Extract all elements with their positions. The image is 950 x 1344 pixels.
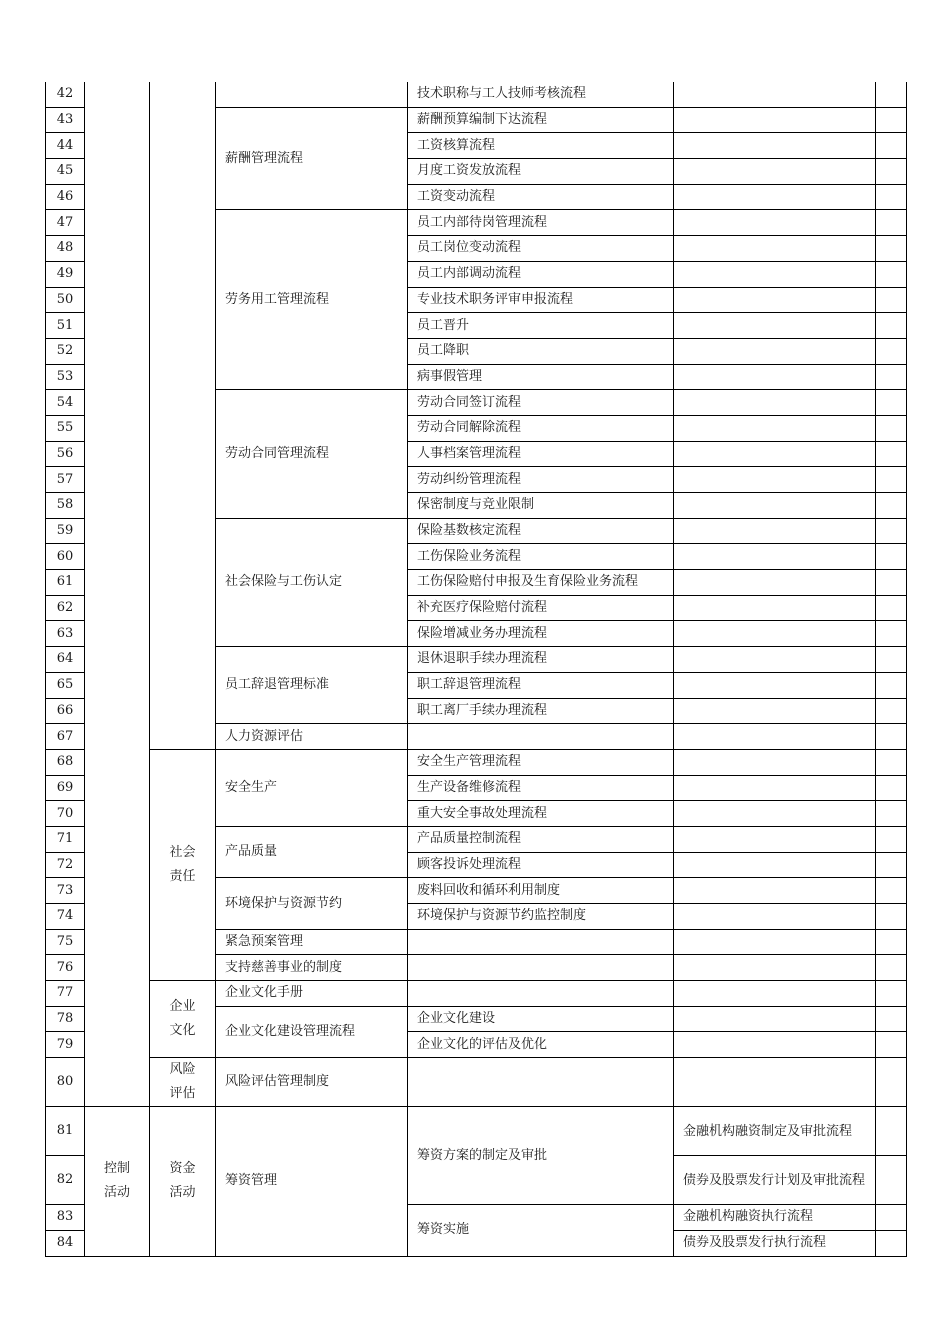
category-label-line: 活动 xyxy=(169,1185,196,1201)
row-number: 48 xyxy=(46,236,85,262)
row-number: 42 xyxy=(46,82,85,107)
row-number: 47 xyxy=(46,210,85,236)
process-name: 员工岗位变动流程 xyxy=(408,236,674,262)
category-level2-cell: 劳务用工管理流程 xyxy=(216,210,408,390)
row-number: 74 xyxy=(46,904,85,930)
extra-cell xyxy=(876,929,907,955)
row-number: 65 xyxy=(46,672,85,698)
process-name: 工伤保险赔付申报及生育保险业务流程 xyxy=(408,570,674,596)
process-name: 保险增减业务办理流程 xyxy=(408,621,674,647)
extra-cell xyxy=(876,801,907,827)
remark-cell xyxy=(674,981,876,1007)
row-number: 45 xyxy=(46,159,85,185)
category-level2-cell: 筹资管理 xyxy=(216,1107,408,1256)
process-name: 职工离厂手续办理流程 xyxy=(408,698,674,724)
extra-cell xyxy=(876,981,907,1007)
remark-cell xyxy=(674,364,876,390)
remark-cell xyxy=(674,1058,876,1107)
extra-cell xyxy=(876,441,907,467)
row-number: 66 xyxy=(46,698,85,724)
category-level2-cell: 安全生产 xyxy=(216,749,408,826)
extra-cell xyxy=(876,544,907,570)
extra-cell xyxy=(876,955,907,981)
extra-cell xyxy=(876,493,907,519)
category-level2-cell: 产品质量 xyxy=(216,826,408,877)
process-name: 薪酬预算编制下达流程 xyxy=(408,107,674,133)
remark-cell xyxy=(674,672,876,698)
extra-cell xyxy=(876,467,907,493)
category-level1-cell xyxy=(150,981,216,1058)
extra-cell xyxy=(876,878,907,904)
process-name: 废料回收和循环利用制度 xyxy=(408,878,674,904)
row-number: 81 xyxy=(46,1107,85,1156)
process-name: 企业文化的评估及优化 xyxy=(408,1032,674,1058)
remark-cell xyxy=(674,852,876,878)
category-level1-cell xyxy=(150,749,216,980)
extra-cell xyxy=(876,698,907,724)
process-name: 技术职称与工人技师考核流程 xyxy=(408,82,674,107)
row-number: 59 xyxy=(46,518,85,544)
remark-cell xyxy=(674,749,876,775)
process-name xyxy=(408,724,674,750)
table-row xyxy=(46,749,907,775)
category-label-line: 风险 xyxy=(169,1062,196,1078)
extra-cell xyxy=(876,261,907,287)
category-label-line: 控制 xyxy=(103,1161,130,1177)
category-level2-cell xyxy=(216,82,408,107)
process-name: 筹资实施 xyxy=(408,1205,674,1256)
process-name xyxy=(408,929,674,955)
extra-cell xyxy=(876,595,907,621)
category-level0-cell xyxy=(85,82,150,1107)
row-number: 43 xyxy=(46,107,85,133)
process-name: 专业技术职务评审申报流程 xyxy=(408,287,674,313)
process-name: 劳动纠纷管理流程 xyxy=(408,467,674,493)
category-level2-cell: 员工辞退管理标准 xyxy=(216,647,408,724)
process-name xyxy=(408,955,674,981)
extra-cell xyxy=(876,82,907,107)
remark-cell xyxy=(674,184,876,210)
process-name: 重大安全事故处理流程 xyxy=(408,801,674,827)
process-name: 工资核算流程 xyxy=(408,133,674,159)
remark-cell xyxy=(674,493,876,519)
category-level2-cell: 支持慈善事业的制度 xyxy=(216,955,408,981)
process-catalog-table xyxy=(45,82,907,1257)
row-number: 83 xyxy=(46,1205,85,1231)
extra-cell xyxy=(876,415,907,441)
category-level1-cell xyxy=(150,1058,216,1107)
process-name: 职工辞退管理流程 xyxy=(408,672,674,698)
row-number: 69 xyxy=(46,775,85,801)
extra-cell xyxy=(876,1107,907,1156)
extra-cell xyxy=(876,210,907,236)
extra-cell xyxy=(876,1006,907,1032)
process-name: 病事假管理 xyxy=(408,364,674,390)
extra-cell xyxy=(876,313,907,339)
extra-cell xyxy=(876,826,907,852)
remark-cell xyxy=(674,467,876,493)
extra-cell xyxy=(876,236,907,262)
remark-cell xyxy=(674,518,876,544)
remark-cell xyxy=(674,595,876,621)
row-number: 79 xyxy=(46,1032,85,1058)
extra-cell xyxy=(876,1205,907,1231)
category-level2-cell: 人力资源评估 xyxy=(216,724,408,750)
process-name xyxy=(408,981,674,1007)
extra-cell xyxy=(876,364,907,390)
extra-cell xyxy=(876,749,907,775)
row-number: 58 xyxy=(46,493,85,519)
process-name: 保险基数核定流程 xyxy=(408,518,674,544)
remark-cell xyxy=(674,415,876,441)
row-number: 53 xyxy=(46,364,85,390)
category-level2-cell: 环境保护与资源节约 xyxy=(216,878,408,929)
extra-cell xyxy=(876,159,907,185)
remark-cell xyxy=(674,878,876,904)
row-number: 46 xyxy=(46,184,85,210)
extra-cell xyxy=(876,775,907,801)
extra-cell xyxy=(876,287,907,313)
process-name xyxy=(408,1058,674,1107)
extra-cell xyxy=(876,852,907,878)
row-number: 52 xyxy=(46,338,85,364)
remark-cell xyxy=(674,1032,876,1058)
process-name: 顾客投诉处理流程 xyxy=(408,852,674,878)
extra-cell xyxy=(876,647,907,673)
category-label-line: 企业 xyxy=(169,999,196,1015)
process-name: 员工晋升 xyxy=(408,313,674,339)
process-name: 筹资方案的制定及审批 xyxy=(408,1107,674,1205)
row-number: 71 xyxy=(46,826,85,852)
remark-cell xyxy=(674,826,876,852)
table-row xyxy=(46,1107,907,1156)
remark-cell xyxy=(674,313,876,339)
remark-cell xyxy=(674,159,876,185)
remark-cell xyxy=(674,801,876,827)
category-level2-cell: 紧急预案管理 xyxy=(216,929,408,955)
extra-cell xyxy=(876,133,907,159)
row-number: 51 xyxy=(46,313,85,339)
row-number: 70 xyxy=(46,801,85,827)
remark-cell xyxy=(674,107,876,133)
row-number: 62 xyxy=(46,595,85,621)
extra-cell xyxy=(876,1032,907,1058)
category-level2-cell: 薪酬管理流程 xyxy=(216,107,408,210)
extra-cell xyxy=(876,1230,907,1256)
row-number: 84 xyxy=(46,1230,85,1256)
sub-process-name: 债券及股票发行执行流程 xyxy=(674,1230,876,1256)
process-name: 生产设备维修流程 xyxy=(408,775,674,801)
remark-cell xyxy=(674,698,876,724)
process-name: 工资变动流程 xyxy=(408,184,674,210)
row-number: 63 xyxy=(46,621,85,647)
remark-cell xyxy=(674,287,876,313)
category-level1-cell xyxy=(150,1107,216,1256)
row-number: 68 xyxy=(46,749,85,775)
process-name: 保密制度与竞业限制 xyxy=(408,493,674,519)
process-name: 企业文化建设 xyxy=(408,1006,674,1032)
remark-cell xyxy=(674,929,876,955)
remark-cell xyxy=(674,724,876,750)
row-number: 75 xyxy=(46,929,85,955)
category-level2-cell: 劳动合同管理流程 xyxy=(216,390,408,518)
extra-cell xyxy=(876,107,907,133)
row-number: 56 xyxy=(46,441,85,467)
extra-cell xyxy=(876,390,907,416)
remark-cell xyxy=(674,647,876,673)
category-label-line: 评估 xyxy=(169,1086,196,1102)
remark-cell xyxy=(674,261,876,287)
extra-cell xyxy=(876,724,907,750)
extra-cell xyxy=(876,621,907,647)
row-number: 55 xyxy=(46,415,85,441)
process-name: 补充医疗保险赔付流程 xyxy=(408,595,674,621)
category-level1-cell xyxy=(150,82,216,749)
remark-cell xyxy=(674,621,876,647)
process-name: 退休退职手续办理流程 xyxy=(408,647,674,673)
category-label-line: 资金 xyxy=(169,1161,196,1177)
sub-process-name: 金融机构融资执行流程 xyxy=(674,1205,876,1231)
remark-cell xyxy=(674,955,876,981)
extra-cell xyxy=(876,1058,907,1107)
row-number: 78 xyxy=(46,1006,85,1032)
row-number: 60 xyxy=(46,544,85,570)
row-number: 82 xyxy=(46,1156,85,1205)
table-row xyxy=(46,981,907,1007)
remark-cell xyxy=(674,544,876,570)
process-name: 员工内部待岗管理流程 xyxy=(408,210,674,236)
remark-cell xyxy=(674,390,876,416)
remark-cell xyxy=(674,904,876,930)
process-name: 环境保护与资源节约监控制度 xyxy=(408,904,674,930)
row-number: 77 xyxy=(46,981,85,1007)
extra-cell xyxy=(876,672,907,698)
row-number: 54 xyxy=(46,390,85,416)
row-number: 72 xyxy=(46,852,85,878)
table-row xyxy=(46,82,907,107)
row-number: 73 xyxy=(46,878,85,904)
remark-cell xyxy=(674,236,876,262)
row-number: 61 xyxy=(46,570,85,596)
category-label-line: 责任 xyxy=(169,868,196,884)
row-number: 64 xyxy=(46,647,85,673)
extra-cell xyxy=(876,1156,907,1205)
process-name: 劳动合同签订流程 xyxy=(408,390,674,416)
remark-cell xyxy=(674,570,876,596)
extra-cell xyxy=(876,184,907,210)
category-label-line: 活动 xyxy=(103,1185,130,1201)
row-number: 57 xyxy=(46,467,85,493)
row-number: 44 xyxy=(46,133,85,159)
category-level2-cell: 企业文化手册 xyxy=(216,981,408,1007)
process-name: 劳动合同解除流程 xyxy=(408,415,674,441)
category-level2-cell: 社会保险与工伤认定 xyxy=(216,518,408,646)
remark-cell xyxy=(674,1006,876,1032)
table-row xyxy=(46,1058,907,1107)
remark-cell xyxy=(674,775,876,801)
extra-cell xyxy=(876,518,907,544)
process-name: 员工降职 xyxy=(408,338,674,364)
row-number: 80 xyxy=(46,1058,85,1107)
remark-cell xyxy=(674,338,876,364)
remark-cell xyxy=(674,441,876,467)
process-name: 安全生产管理流程 xyxy=(408,749,674,775)
remark-cell xyxy=(674,210,876,236)
row-number: 67 xyxy=(46,724,85,750)
extra-cell xyxy=(876,338,907,364)
category-level2-cell: 风险评估管理制度 xyxy=(216,1058,408,1107)
process-name: 人事档案管理流程 xyxy=(408,441,674,467)
row-number: 50 xyxy=(46,287,85,313)
sub-process-name: 金融机构融资制定及审批流程 xyxy=(674,1107,876,1156)
process-name: 员工内部调动流程 xyxy=(408,261,674,287)
row-number: 76 xyxy=(46,955,85,981)
sub-process-name: 债券及股票发行计划及审批流程 xyxy=(674,1156,876,1205)
remark-cell xyxy=(674,82,876,107)
process-name: 月度工资发放流程 xyxy=(408,159,674,185)
category-label-line: 文化 xyxy=(169,1023,196,1039)
process-name: 产品质量控制流程 xyxy=(408,826,674,852)
category-level2-cell: 企业文化建设管理流程 xyxy=(216,1006,408,1057)
extra-cell xyxy=(876,570,907,596)
process-name: 工伤保险业务流程 xyxy=(408,544,674,570)
row-number: 49 xyxy=(46,261,85,287)
category-label-line: 社会 xyxy=(169,844,196,860)
remark-cell xyxy=(674,133,876,159)
category-level0-cell xyxy=(85,1107,150,1256)
extra-cell xyxy=(876,904,907,930)
